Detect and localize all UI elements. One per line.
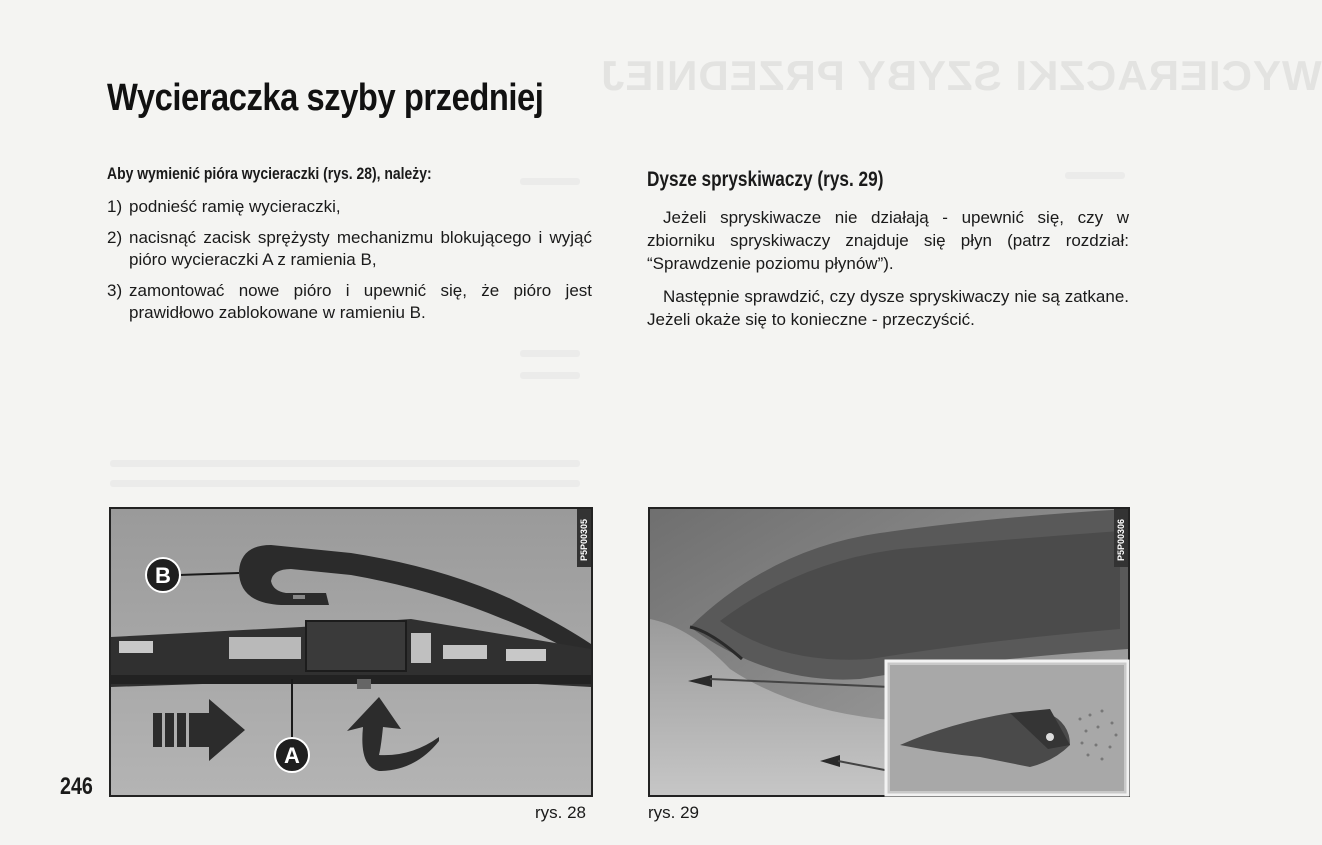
page-title: Wycieraczka szyby przedniej xyxy=(107,77,544,120)
step-text: podnieść ramię wycieraczki, xyxy=(129,197,341,216)
paragraph: Jeżeli spryskiwacze nie działają - upewnić się, czy w zbiorniku spryskiwaczy znajduje się płyn (patrz rozdział: “Sprawdzenie poziomu płynów”). xyxy=(647,208,1129,273)
step-item xyxy=(107,227,592,271)
step-number: 1) xyxy=(107,197,123,216)
step-item xyxy=(107,196,592,218)
show-through-line xyxy=(520,372,580,379)
show-through-line xyxy=(520,350,580,357)
show-through-heading: WYCIERACZKI SZYBY PRZEDNIEJ xyxy=(600,52,1322,99)
wiper-blade-illustration xyxy=(111,509,591,795)
step-number: 2) xyxy=(107,228,123,247)
show-through-line xyxy=(110,480,580,487)
wiper-blade-section xyxy=(107,164,592,333)
section-subtitle: Dysze spryskiwaczy (rys. 29) xyxy=(647,168,884,191)
show-through-line xyxy=(110,460,580,467)
page-number: 246 xyxy=(60,773,93,800)
figure-code: P5P00306 xyxy=(1116,518,1126,561)
figure-caption: rys. 28 xyxy=(535,803,587,822)
figure-washer-nozzles xyxy=(648,507,1130,797)
section-subtitle: Aby wymienić pióra wycieraczki (rys. 28), należy: xyxy=(107,164,432,183)
step-text: nacisnąć zacisk sprężysty mechanizmu blokującego i wyjąć pióro wycieraczki A z ramienia B, xyxy=(129,228,592,269)
label-a: A xyxy=(284,743,300,768)
figure-wiper-blade xyxy=(109,507,593,797)
step-number: 3) xyxy=(107,281,123,300)
step-item xyxy=(107,280,592,324)
figure-caption: rys. 29 xyxy=(648,803,700,822)
step-text: zamontować nowe pióro i upewnić się, że pióro jest prawidłowo zablokowane w ramieniu B. xyxy=(129,281,592,322)
paragraph: Następnie sprawdzić, czy dysze spryskiwaczy nie są zatkane. Jeżeli okaże się to konieczne - przeczyścić. xyxy=(647,287,1129,329)
figure-code: P5P00305 xyxy=(579,518,589,561)
label-b: B xyxy=(155,563,171,588)
washer-nozzle-section xyxy=(647,164,1129,341)
washer-nozzle-illustration xyxy=(650,509,1128,795)
